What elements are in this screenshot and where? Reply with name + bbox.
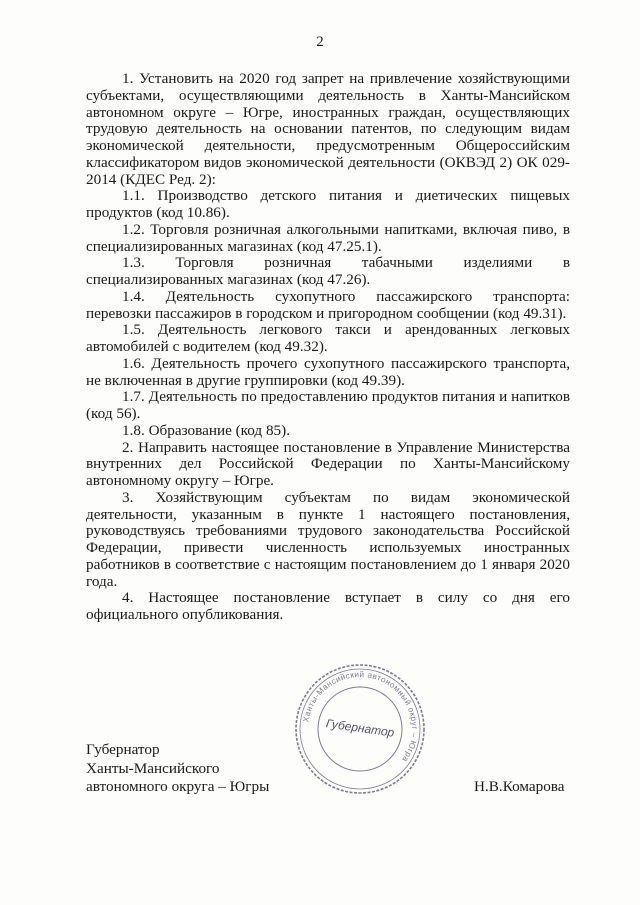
paragraph-1-2: 1.2. Торговля розничная алкогольными напитками, включая пиво, в специализированных магазинах (код 47.25.1). [86,220,570,255]
paragraph-2: 2. Направить настоящее постановление в Управление Министерства внутренних дел Российской Федерации по Ханты-Мансийскому автономному округу – Югре. [86,438,570,489]
signature-position-line: Ханты-Мансийского [86,759,220,777]
paragraph-3: 3. Хозяйствующим субъектам по видам экономической деятельности, указанным в пункте 1 настоящего постановления, руководствуясь требованиями трудового законодательства Российской Федерации, привести численность используемых иностранных работников в соответствие с настоящим постановлением до 1 января 2020 года. [86,488,570,590]
paragraph-1: 1. Установить на 2020 год запрет на привлечение хозяйствующими субъектами, осуществляющими деятельность в Ханты-Мансийском автономном округе – Югре, иностранных граждан, осуществляющих трудовую деятельность на основании патентов, по следующим видам экономической деятельности, предусмотренным Общероссийским классификатором видов экономической деятельности (ОКВЭД 2) ОК 029-2014 (КДЕС Ред. 2): [86,70,570,188]
stamp-center-text: Губернатор [325,716,396,740]
document-body [86,71,570,624]
paragraph-1-1: 1.1. Производство детского питания и диетических пищевых продуктов (код 10.86). [86,187,570,221]
paragraph-1-4: 1.4. Деятельность сухопутного пассажирского транспорта: перевозки пассажиров в городском и пригородном сообщении (код 49.31). [86,287,570,322]
paragraph-1-5: 1.5. Деятельность легкового такси и арендованных легковых автомобилей с водителем (код 49.32). [86,321,570,355]
paragraph-1-8: 1.8. Образование (код 85). [122,421,291,439]
paragraph-1-3: 1.3. Торговля розничная табачными изделиями в специализированных магазинах (код 47.26). [86,254,570,288]
paragraph-1-7: 1.7. Деятельность по предоставлению продуктов питания и напитков (код 56). [86,388,570,422]
stamp-ring-text: Ханты-Мансийский автономный округ – Югра [301,669,420,764]
signature-position-line: автономного округа – Югры [86,778,270,795]
paragraph-1-6: 1.6. Деятельность прочего сухопутного пассажирского транспорта, не включенная в другие группировки (код 49.39). [86,354,570,389]
page-number: 2 [316,34,324,50]
signature-position-line: Губернатор [86,741,160,758]
signature-position [86,741,269,797]
paragraph-4: 4. Настоящее постановление вступает в силу со дня его официального опубликования. [86,589,570,623]
signer-name: Н.В.Комарова [474,778,565,795]
official-stamp [291,660,429,798]
